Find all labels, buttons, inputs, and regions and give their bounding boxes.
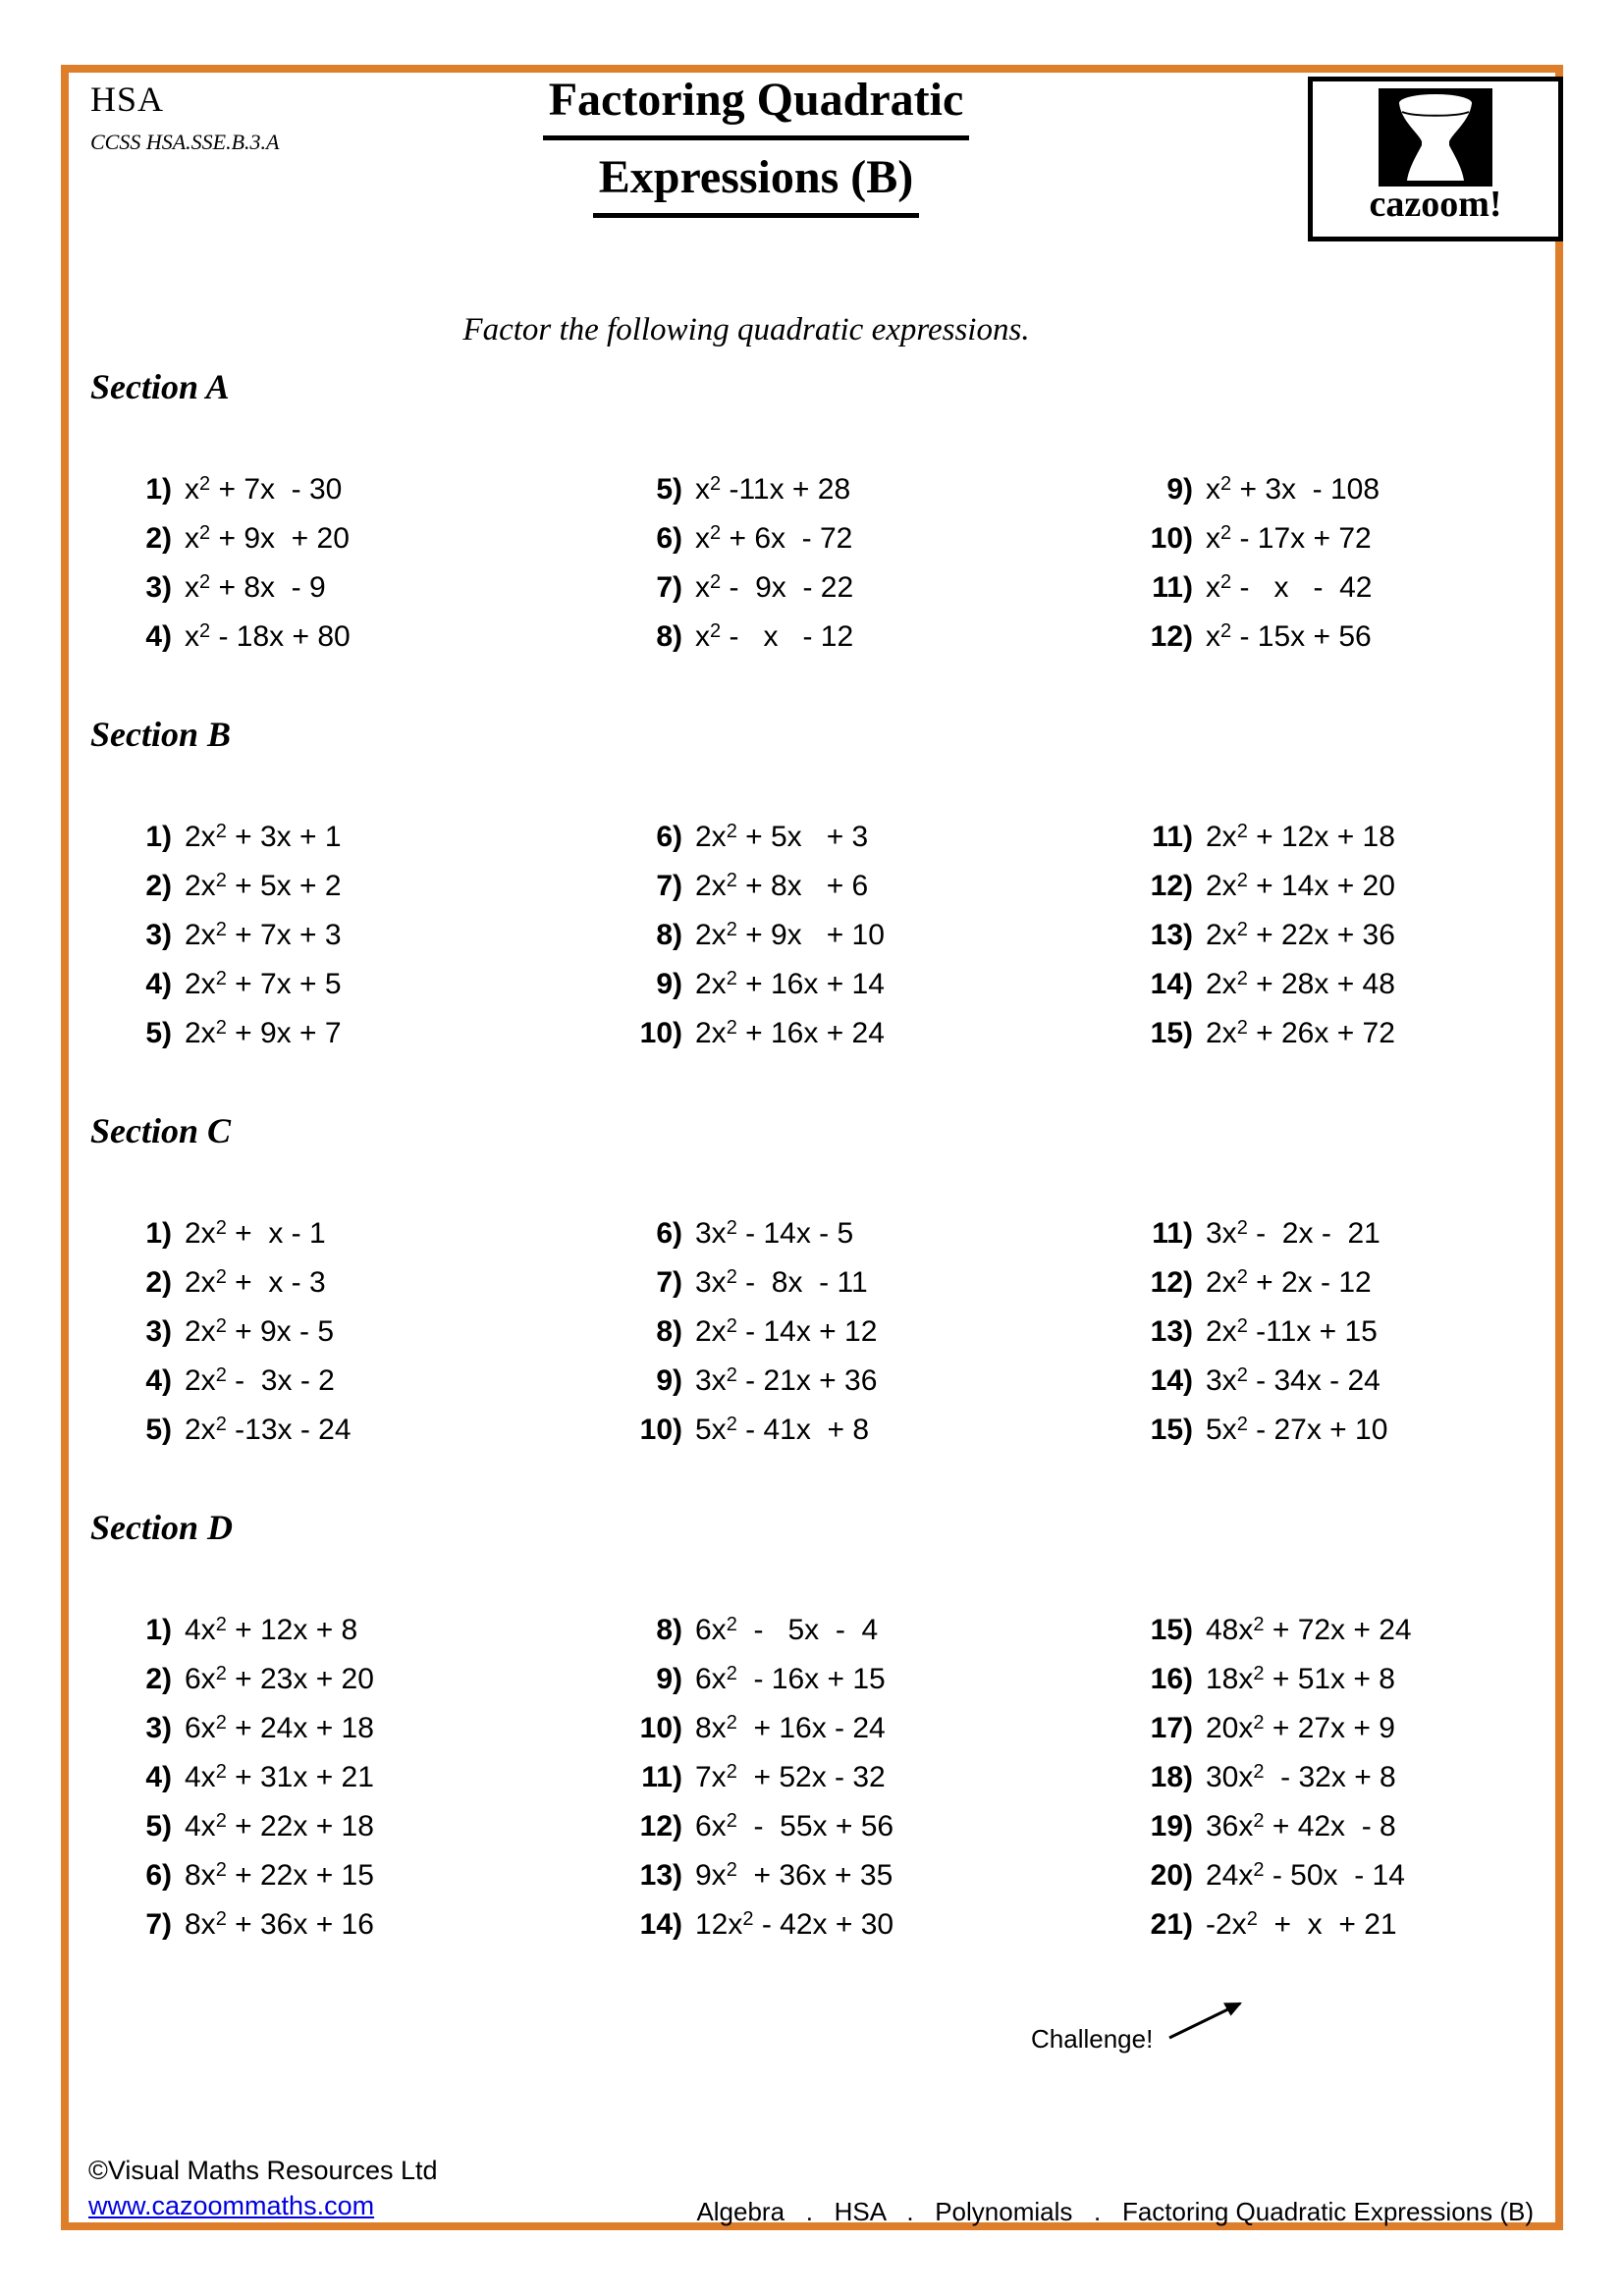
question-expression: $2x^2 + 8x + 6$ — [695, 870, 869, 902]
question-number: 13) — [639, 1859, 682, 1892]
section-section-d — [0, 1506, 1624, 1949]
question-number: 17) — [1150, 1712, 1193, 1744]
question-number: 5) — [656, 473, 682, 506]
question — [579, 862, 1090, 911]
question-expression: $3x^2 - 2x - 21$ — [1206, 1217, 1380, 1250]
question-expression: $2x^2$ -11x + 15 — [1206, 1315, 1378, 1348]
question-expression: $48x^2 + 72x + 24$ — [1206, 1614, 1412, 1646]
question-number: 6) — [656, 1217, 682, 1250]
question — [579, 1753, 1090, 1802]
question-number: 3) — [145, 919, 172, 951]
question-number: 14) — [1150, 1364, 1193, 1397]
question-column — [579, 1209, 1090, 1455]
question-number: 12) — [1150, 1266, 1193, 1299]
question — [1090, 862, 1624, 911]
section-section-a — [0, 365, 1624, 662]
question-expression: $9x^2 + 36x + 35$ — [695, 1859, 893, 1892]
question — [579, 1606, 1090, 1655]
question-number: 14) — [639, 1908, 682, 1941]
question — [1090, 1406, 1624, 1455]
question — [1090, 813, 1624, 862]
djembe-drum-icon — [1379, 88, 1492, 187]
question-number: 4) — [145, 1761, 172, 1793]
question-expression: $2x^2 + 28x + 48$ — [1206, 968, 1395, 1000]
question-column — [1090, 465, 1624, 662]
question-number: 3) — [145, 1712, 172, 1744]
question — [579, 514, 1090, 563]
question-expression: $3x^2 - 14x - 5$ — [695, 1217, 854, 1250]
header-ccss: CCSS HSA.SSE.B.3.A — [90, 130, 280, 154]
question-number: 6) — [656, 522, 682, 555]
challenge-label: Challenge! — [1031, 2024, 1154, 2054]
question-number: 1) — [145, 821, 172, 853]
question — [1090, 1900, 1624, 1949]
question-number: 12) — [1150, 620, 1193, 653]
question — [1090, 1704, 1624, 1753]
question-number: 6) — [656, 821, 682, 853]
question-column — [69, 465, 579, 662]
question — [579, 613, 1090, 662]
question-expression: $2x^2 + 5x + 3$ — [695, 821, 869, 853]
question-number: 11) — [1152, 821, 1193, 853]
question-expression: $2x^2 + 9x + 10$ — [695, 919, 885, 951]
question — [69, 1753, 579, 1802]
question-column — [579, 1606, 1090, 1949]
question-expression: $12x^2 - 42x + 30$ — [695, 1908, 894, 1941]
question-number: 3) — [145, 1315, 172, 1348]
question-number: 1) — [145, 1217, 172, 1250]
question-number: 21) — [1150, 1908, 1193, 1941]
question-number: 2) — [145, 1663, 172, 1695]
question-expression: $2x^2$ -13x - 24 — [185, 1414, 352, 1446]
question — [69, 911, 579, 960]
question-number: 7) — [656, 870, 682, 902]
question-column — [1090, 1209, 1624, 1455]
question-expression: $6x^2 + 23x + 20$ — [185, 1663, 374, 1695]
question-number: 7) — [656, 571, 682, 604]
question-number: 11) — [1152, 1217, 1193, 1250]
question-expression: $x^2 - 18x + 80$ — [185, 620, 351, 653]
question-expression: $3x^2 - 34x - 24$ — [1206, 1364, 1380, 1397]
question-number: 12) — [639, 1810, 682, 1842]
question — [579, 563, 1090, 613]
cazoom-logo — [1308, 77, 1563, 241]
question-number: 7) — [656, 1266, 682, 1299]
question-expression: $8x^2 + 22x + 15$ — [185, 1859, 374, 1892]
question — [579, 465, 1090, 514]
question-number: 1) — [145, 473, 172, 506]
question-number: 5) — [145, 1414, 172, 1446]
question-expression: $x^2$ - x - 42 — [1206, 571, 1373, 604]
question-expression: $2x^2 + 3x + 1$ — [185, 821, 342, 853]
footer-link[interactable]: www.cazoommaths.com — [88, 2191, 375, 2220]
question — [69, 960, 579, 1009]
question-number: 2) — [145, 1266, 172, 1299]
question-number: 15) — [1150, 1414, 1193, 1446]
header-code: HSA — [90, 80, 165, 119]
question-expression: $24x^2 - 50x - 14$ — [1206, 1859, 1405, 1892]
question — [579, 1851, 1090, 1900]
question-expression: $2x^2 - 3x - 2$ — [185, 1364, 335, 1397]
question — [579, 1357, 1090, 1406]
question-column — [69, 1209, 579, 1455]
section-heading: Section B — [90, 715, 232, 754]
footer-breadcrumb: Algebra . HSA . Polynomials . Factoring Quadratic Expressions (B) — [696, 2197, 1534, 2226]
question — [69, 465, 579, 514]
question — [69, 1655, 579, 1704]
question-expression: $x^2 + 8x - 9$ — [185, 571, 326, 604]
question — [579, 960, 1090, 1009]
question — [69, 1406, 579, 1455]
question-expression: $6x^2 - 16x + 15$ — [695, 1663, 886, 1695]
question-number: 9) — [656, 1364, 682, 1397]
question-expression: $6x^2 - 5x - 4$ — [695, 1614, 879, 1646]
question-expression: $2x^2 - 14x + 12$ — [695, 1315, 878, 1348]
question-expression: $6x^2 - 55x + 56$ — [695, 1810, 894, 1842]
question-expression: $4x^2 + 31x + 21$ — [185, 1761, 374, 1793]
question-number: 9) — [656, 968, 682, 1000]
question-number: 20) — [1150, 1859, 1193, 1892]
question-number: 10) — [639, 1712, 682, 1744]
question-column — [1090, 1606, 1624, 1949]
question-number: 8) — [656, 1614, 682, 1646]
question — [69, 1900, 579, 1949]
question-column — [69, 813, 579, 1058]
question-expression: $x^2$ - x - 12 — [695, 620, 854, 653]
question-expression: $3x^2 - 21x + 36$ — [695, 1364, 878, 1397]
question — [69, 1308, 579, 1357]
question-expression: $x^2 - 17x + 72$ — [1206, 522, 1372, 555]
question-number: 1) — [145, 1614, 172, 1646]
question — [1090, 1753, 1624, 1802]
section-columns — [0, 465, 1624, 662]
question — [579, 1406, 1090, 1455]
question-number: 8) — [656, 919, 682, 951]
question-expression: $8x^2 + 36x + 16$ — [185, 1908, 374, 1941]
question-number: 15) — [1150, 1017, 1193, 1049]
question-number: 2) — [145, 522, 172, 555]
question-number: 18) — [1150, 1761, 1193, 1793]
question-expression: $2x^2 + 2x - 12$ — [1206, 1266, 1372, 1299]
section-columns — [0, 1209, 1624, 1455]
question-expression: $2x^2 + 14x + 20$ — [1206, 870, 1395, 902]
question-number: 4) — [145, 968, 172, 1000]
question-expression: $6x^2 + 24x + 18$ — [185, 1712, 374, 1744]
question-expression: $3x^2 - 8x - 11$ — [695, 1266, 868, 1299]
question-number: 11) — [1152, 571, 1193, 604]
question-number: 19) — [1150, 1810, 1193, 1842]
question-expression: $2x^2 + 7x + 3$ — [185, 919, 342, 951]
section-columns — [0, 813, 1624, 1058]
question-expression: $8x^2 + 16x - 24$ — [695, 1712, 886, 1744]
question-expression: $20x^2 + 27x + 9$ — [1206, 1712, 1395, 1744]
question-expression: $2x^2 + 7x + 5$ — [185, 968, 342, 1000]
question-number: 10) — [1150, 522, 1193, 555]
question — [1090, 960, 1624, 1009]
question — [69, 1357, 579, 1406]
question-number: 5) — [145, 1017, 172, 1049]
question-number: 12) — [1150, 870, 1193, 902]
question-expression: $2x^2 + 9x - 5$ — [185, 1315, 335, 1348]
question-expression: $4x^2 + 12x + 8$ — [185, 1614, 358, 1646]
question — [1090, 1209, 1624, 1258]
question-expression: $x^2 + 7x - 30$ — [185, 473, 343, 506]
section-section-b — [0, 713, 1624, 1058]
question — [1090, 1606, 1624, 1655]
question-column — [1090, 813, 1624, 1058]
question-expression: $2x^2 + 5x + 2$ — [185, 870, 342, 902]
question — [579, 911, 1090, 960]
question — [579, 1209, 1090, 1258]
question-number: 9) — [656, 1663, 682, 1695]
question-expression: $x^2$ -11x + 28 — [695, 473, 851, 506]
question — [69, 1209, 579, 1258]
footer-copyright: ©Visual Maths Resources Ltd — [88, 2156, 438, 2185]
question-number: 15) — [1150, 1614, 1193, 1646]
question-expression: $5x^2 - 41x + 8$ — [695, 1414, 870, 1446]
question-expression: $x^2 - 9x - 22$ — [695, 571, 854, 604]
question-number: 2) — [145, 870, 172, 902]
question — [69, 862, 579, 911]
instruction-text: Factor the following quadratic expressions. — [462, 312, 1030, 347]
question-expression: $2x^2 + 9x + 7$ — [185, 1017, 342, 1049]
question — [69, 1704, 579, 1753]
question-expression: $30x^2 - 32x + 8$ — [1206, 1761, 1396, 1793]
challenge-arrow-icon — [1162, 1991, 1252, 2048]
question — [1090, 613, 1624, 662]
section-columns — [0, 1606, 1624, 1949]
question — [579, 1704, 1090, 1753]
question-expression: $2x^2 + 26x + 72$ — [1206, 1017, 1395, 1049]
question — [579, 813, 1090, 862]
question-expression: $2x^2 + 16x + 14$ — [695, 968, 885, 1000]
question — [1090, 1308, 1624, 1357]
question-number: 10) — [639, 1017, 682, 1049]
question-number: 14) — [1150, 968, 1193, 1000]
question-column — [579, 465, 1090, 662]
question-expression: $2x^2 + x - 1$ — [185, 1217, 326, 1250]
question-number: 13) — [1150, 919, 1193, 951]
page-title-line2: Expressions (B) — [593, 148, 920, 218]
question — [579, 1009, 1090, 1058]
question — [69, 1802, 579, 1851]
question — [1090, 514, 1624, 563]
question-expression: $2x^2 + 12x + 18$ — [1206, 821, 1395, 853]
question-number: 4) — [145, 1364, 172, 1397]
section-heading: Section C — [90, 1111, 232, 1150]
page-title — [412, 71, 1100, 226]
question-expression: $36x^2 + 42x - 8$ — [1206, 1810, 1396, 1842]
question-expression: $7x^2 + 52x - 32$ — [695, 1761, 886, 1793]
question — [69, 563, 579, 613]
section-section-c — [0, 1109, 1624, 1455]
question-expression: $-2x^2 + x + 21$ — [1206, 1908, 1397, 1941]
question — [69, 1606, 579, 1655]
question-expression: $18x^2 + 51x + 8$ — [1206, 1663, 1395, 1695]
question — [69, 1851, 579, 1900]
question-sections — [0, 365, 1624, 2001]
question-expression: $x^2 - 15x + 56$ — [1206, 620, 1372, 653]
question-number: 13) — [1150, 1315, 1193, 1348]
question-expression: $2x^2 + 22x + 36$ — [1206, 919, 1395, 951]
section-heading: Section A — [90, 367, 230, 406]
question — [579, 1308, 1090, 1357]
question-column — [579, 813, 1090, 1058]
question — [69, 813, 579, 862]
question — [69, 1009, 579, 1058]
question-number: 11) — [641, 1761, 682, 1793]
question — [1090, 1258, 1624, 1308]
question-expression: $4x^2 + 22x + 18$ — [185, 1810, 374, 1842]
section-heading: Section D — [90, 1508, 234, 1547]
question — [1090, 1009, 1624, 1058]
question-number: 8) — [656, 620, 682, 653]
question — [579, 1900, 1090, 1949]
question-number: 6) — [145, 1859, 172, 1892]
question — [1090, 465, 1624, 514]
question-expression: $x^2 + 9x + 20$ — [185, 522, 350, 555]
question-number: 8) — [656, 1315, 682, 1348]
question — [1090, 563, 1624, 613]
question — [69, 613, 579, 662]
question-expression: $x^2 + 3x - 108$ — [1206, 473, 1380, 506]
question-column — [69, 1606, 579, 1949]
question-expression: $2x^2 + 16x + 24$ — [695, 1017, 885, 1049]
question-expression: $5x^2 - 27x + 10$ — [1206, 1414, 1388, 1446]
logo-wordmark: cazoom! — [1369, 184, 1502, 225]
question-expression: $x^2 + 6x - 72$ — [695, 522, 853, 555]
question — [579, 1655, 1090, 1704]
question — [69, 514, 579, 563]
question-number: 10) — [639, 1414, 682, 1446]
question-expression: $2x^2 + x - 3$ — [185, 1266, 326, 1299]
question-number: 3) — [145, 571, 172, 604]
question — [1090, 1357, 1624, 1406]
question — [1090, 1802, 1624, 1851]
question-number: 4) — [145, 620, 172, 653]
question — [579, 1802, 1090, 1851]
question — [1090, 911, 1624, 960]
question — [1090, 1655, 1624, 1704]
question-number: 9) — [1166, 473, 1193, 506]
question — [1090, 1851, 1624, 1900]
question-number: 16) — [1150, 1663, 1193, 1695]
question — [69, 1258, 579, 1308]
question-number: 7) — [145, 1908, 172, 1941]
page-title-line1: Factoring Quadratic — [543, 71, 970, 140]
question-number: 5) — [145, 1810, 172, 1842]
question — [579, 1258, 1090, 1308]
